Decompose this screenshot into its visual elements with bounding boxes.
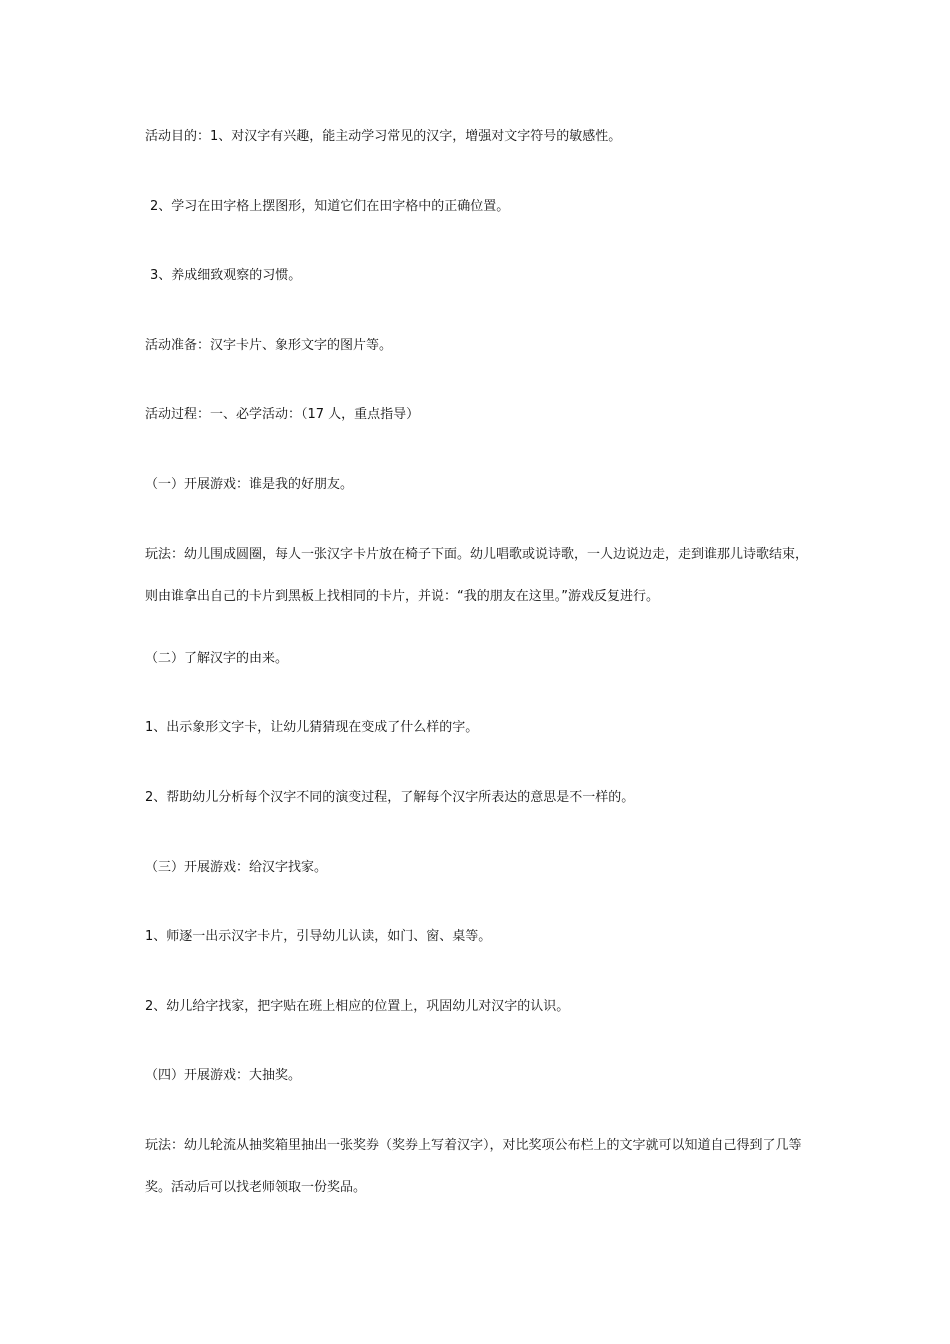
paragraph-game-4-rules: 玩法：幼儿轮流从抽奖箱里抽出一张奖券（奖券上写着汉字），对比奖项公布栏上的文字就可以知道自己得到了几等奖。活动后可以找老师领取一份奖品。 (145, 1138, 802, 1195)
paragraph-activity-preparation: 活动准备：汉字卡片、象形文字的图片等。 (145, 338, 393, 353)
heading-game-1: （一）开展游戏：谁是我的好朋友。 (145, 477, 354, 492)
heading-section-2: （二）了解汉字的由来。 (145, 651, 289, 666)
paragraph-activity-goal-3: 3、养成细致观察的习惯。 (150, 268, 302, 283)
paragraph-section-2-item-1: 1、出示象形文字卡，让幼儿猜猜现在变成了什么样的字。 (145, 720, 479, 735)
paragraph-activity-goal-2: 2、学习在田字格上摆图形，知道它们在田字格中的正确位置。 (150, 199, 510, 214)
paragraph-game-3-item-1: 1、师逐一出示汉字卡片，引导幼儿认读，如门、窗、桌等。 (145, 929, 492, 944)
heading-game-3: （三）开展游戏：给汉字找家。 (145, 860, 328, 875)
paragraph-activity-goal-1: 活动目的：1、对汉字有兴趣，能主动学习常见的汉字，增强对文字符号的敏感性。 (145, 129, 622, 144)
heading-game-4: （四）开展游戏：大抽奖。 (145, 1068, 302, 1083)
paragraph-section-2-item-2: 2、帮助幼儿分析每个汉字不同的演变过程，了解每个汉字所表达的意思是不一样的。 (145, 790, 635, 805)
paragraph-activity-process: 活动过程：一、必学活动：（17 人，重点指导） (145, 407, 420, 422)
paragraph-game-3-item-2: 2、幼儿给字找家，把字贴在班上相应的位置上，巩固幼儿对汉字的认识。 (145, 999, 570, 1014)
paragraph-game-1-rules: 玩法：幼儿围成圆圈，每人一张汉字卡片放在椅子下面。幼儿唱歌或说诗歌，一人边说边走，走到谁那儿诗歌结束，则由谁拿出自己的卡片到黑板上找相同的卡片，并说：“我的朋友在这里。”游戏反复进行。 (145, 547, 809, 604)
